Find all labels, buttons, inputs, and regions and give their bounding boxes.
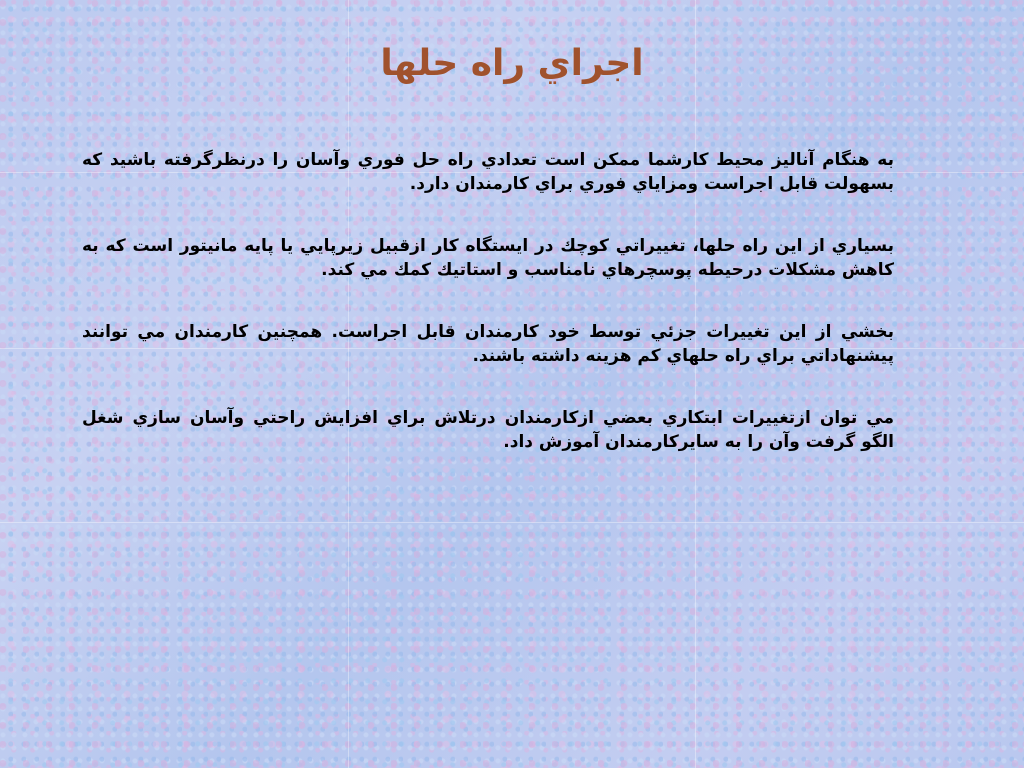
grid-line [0, 522, 1024, 523]
slide-title: اجراي راه حلها [380, 43, 644, 84]
paragraph-2: بسياري از اين راه حلها، تغييراتي كوچك در ايستگاه كار ازقبيل زيرپايي يا پايه مانيتور است كه به كاهش مشكلات درحيطه پوسچرهاي نامناسب و استاتيك كمك مي كند. [82, 236, 894, 280]
paragraph-4: مي توان ازتغييرات ابتكاري بعضي ازكارمندان درتلاش براي افزايش راحتي وآسان سازي شغل الگو گرفت وآن را به سايركارمندان آموزش داد. [82, 408, 894, 452]
slide-body [82, 148, 894, 492]
paragraph-3: بخشي از اين تغييرات جزئي توسط خود كارمندان قابل اجراست. همچنين كارمندان مي توانند پيشنهاداتي براي راه حلهاي كم هزينه داشته باشند. [82, 322, 894, 366]
paragraph-1: به هنگام آناليز محيط كارشما ممكن است تعدادي راه حل فوري وآسان را درنظرگرفته باشيد كه بسهولت قابل اجراست ومزاياي فوري براي كارمندان دارد. [82, 150, 894, 194]
